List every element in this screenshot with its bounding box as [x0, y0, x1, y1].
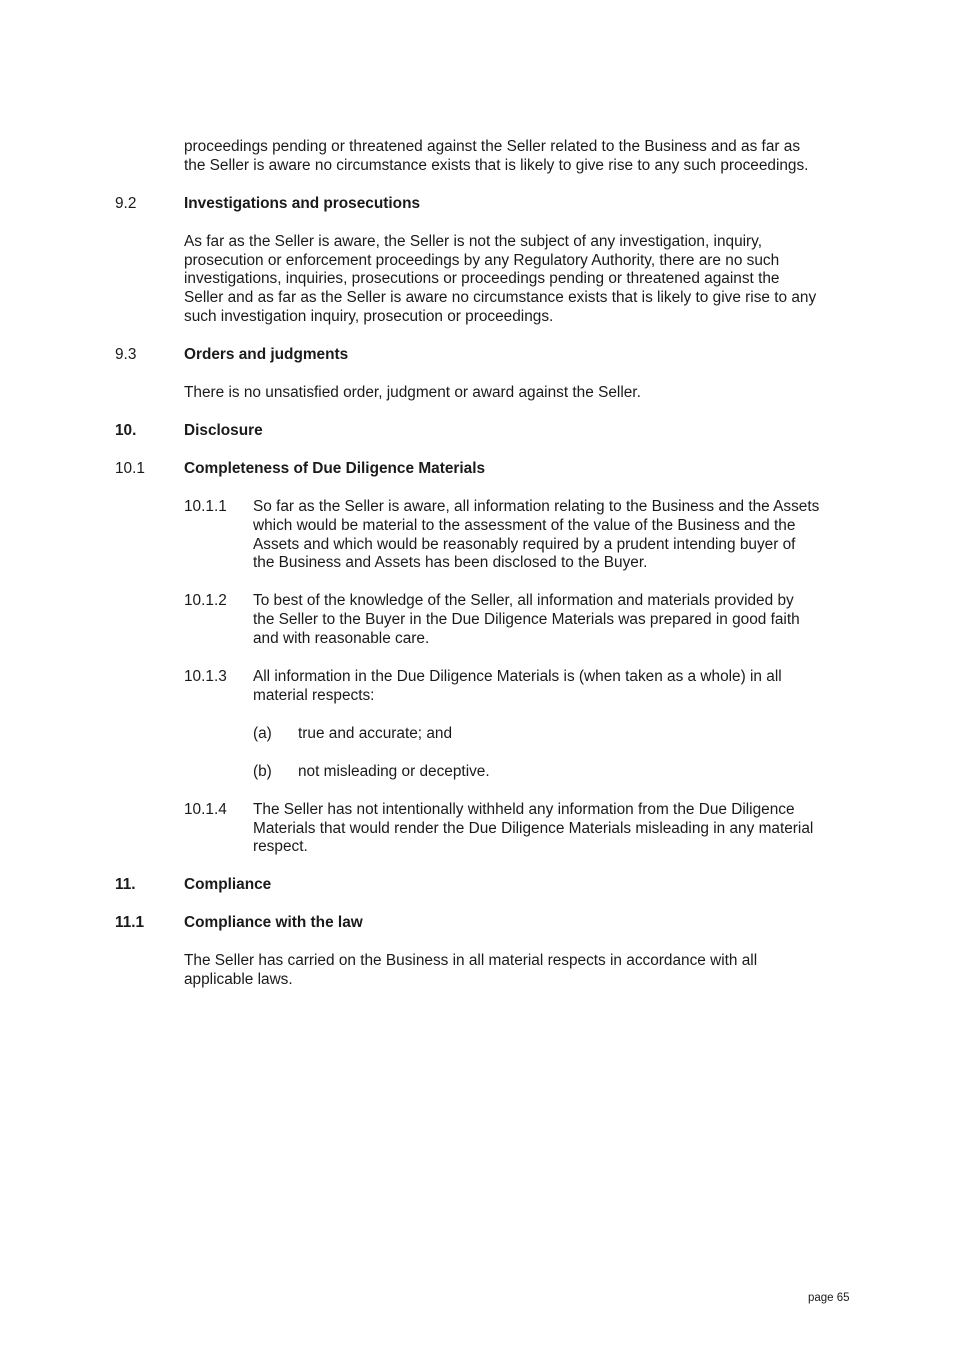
subclause-number: 10.1.3 [184, 668, 227, 685]
clause-number: 11.1 [115, 914, 145, 931]
paragraph-line: There is no unsatisfied order, judgment or award against the Seller. [184, 384, 641, 401]
paragraph-line: the Business and Assets has been disclosed to the Buyer. [253, 554, 648, 571]
paragraph-line: So far as the Seller is aware, all information relating to the Business and the Assets [253, 498, 820, 515]
list-item-label: (b) [253, 763, 272, 780]
subclause-number: 10.1.1 [184, 498, 227, 515]
paragraph-line: investigations, inquiries, prosecutions or proceedings pending or threatened against the [184, 270, 780, 287]
section-heading: Disclosure [184, 422, 263, 439]
clause-number: 10.1 [115, 460, 145, 477]
paragraph-line: such investigation inquiry, prosecution or proceedings. [184, 308, 554, 325]
paragraph-line: Materials that would render the Due Diligence Materials misleading in any material [253, 820, 814, 837]
clause-heading: Orders and judgments [184, 346, 349, 363]
subclause-number: 10.1.2 [184, 592, 227, 609]
paragraph-line: Assets and which would be reasonably required by a prudent intending buyer of [253, 536, 796, 553]
paragraph-line: respect. [253, 838, 308, 855]
clause-heading: Investigations and prosecutions [184, 195, 421, 212]
clause-heading: Completeness of Due Diligence Materials [184, 460, 486, 477]
list-item: true and accurate; and [298, 725, 453, 742]
paragraph-line: The Seller has carried on the Business in all material respects in accordance with all [184, 952, 758, 969]
paragraph-line: material respects: [253, 687, 375, 704]
clause-number: 9.2 [115, 195, 137, 212]
paragraph-line: The Seller has not intentionally withheld any information from the Due Diligence [253, 801, 795, 818]
section-heading: Compliance [184, 876, 272, 893]
list-item: not misleading or deceptive. [298, 763, 490, 780]
paragraph-line: the Seller is aware no circumstance exists that is likely to give rise to any such proceedings. [184, 157, 809, 174]
paragraph-line: Seller and as far as the Seller is aware no circumstance exists that is likely to give rise to any [184, 289, 817, 306]
paragraph-line: and with reasonable care. [253, 630, 430, 647]
list-item-label: (a) [253, 725, 272, 742]
paragraph-line: prosecution or enforcement proceedings by any Regulatory Authority, there are no such [184, 252, 780, 269]
paragraph-line: As far as the Seller is aware, the Seller is not the subject of any investigation, inquiry, [184, 233, 763, 250]
paragraph-line: applicable laws. [184, 971, 293, 988]
page-number: page 65 [808, 1292, 850, 1304]
section-number: 10. [115, 422, 137, 439]
paragraph-line: To best of the knowledge of the Seller, all information and materials provided by [253, 592, 794, 609]
clause-number: 9.3 [115, 346, 137, 363]
subclause-number: 10.1.4 [184, 801, 227, 818]
paragraph-line: the Seller to the Buyer in the Due Diligence Materials was prepared in good faith [253, 611, 800, 628]
paragraph-line: which would be material to the assessment of the value of the Business and the [253, 517, 796, 534]
paragraph-line: proceedings pending or threatened against the Seller related to the Business and as far as [184, 138, 801, 155]
section-number: 11. [115, 876, 136, 893]
paragraph-line: All information in the Due Diligence Materials is (when taken as a whole) in all [253, 668, 782, 685]
clause-heading: Compliance with the law [184, 914, 363, 931]
